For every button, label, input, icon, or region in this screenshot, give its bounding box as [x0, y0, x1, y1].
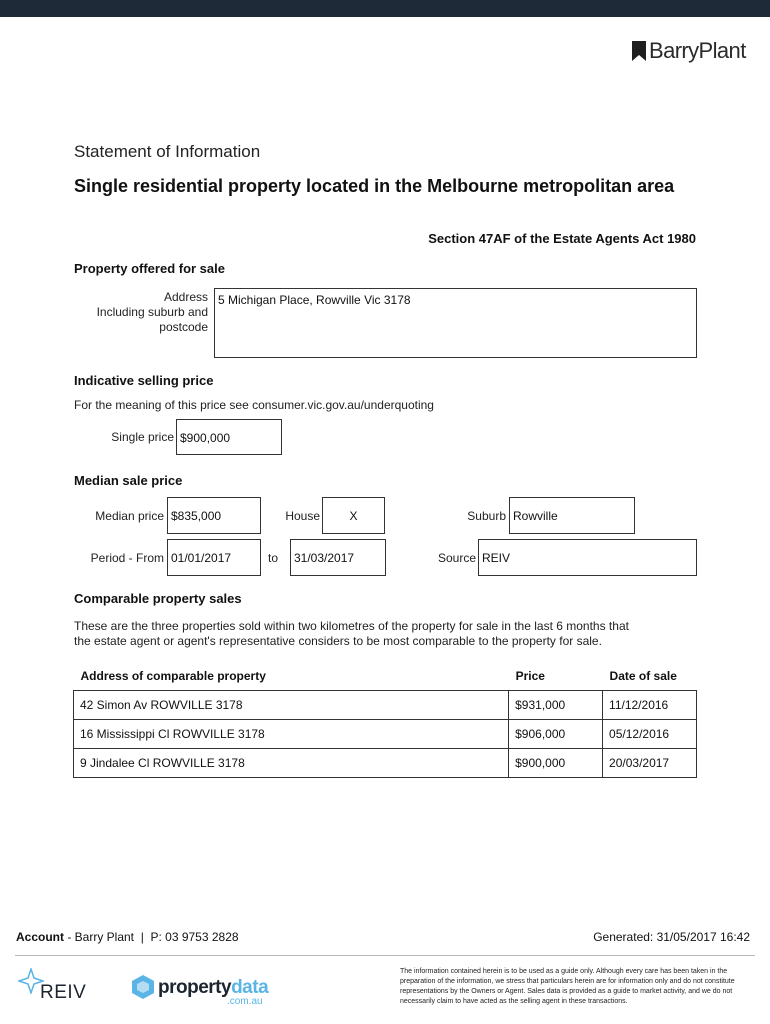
brand-logo	[632, 37, 746, 65]
median-heading: Median sale price	[74, 473, 183, 488]
comparable-sales-table	[73, 662, 697, 778]
propertydata-accent: data	[231, 977, 269, 998]
reiv-logo	[18, 968, 98, 1008]
address-label-line1: Address	[163, 290, 208, 304]
comparable-price: $931,000	[509, 691, 603, 720]
source-label: Source	[437, 551, 476, 565]
comparable-heading: Comparable property sales	[74, 591, 242, 606]
address-label	[60, 290, 208, 334]
section-reference: Section 47AF of the Estate Agents Act 1980	[428, 231, 696, 246]
bookmark-icon	[632, 41, 646, 61]
column-date-header: Date of sale	[609, 669, 677, 683]
source-field[interactable]: REIV	[478, 539, 697, 576]
comparable-price: $900,000	[509, 749, 603, 778]
period-from-field[interactable]: 01/01/2017	[167, 539, 261, 576]
column-price-header: Price	[515, 669, 545, 683]
comparable-address: 9 Jindalee Cl ROWVILLE 3178	[74, 749, 509, 778]
reiv-wordmark: REIV	[40, 982, 87, 1003]
single-price-field[interactable]: $900,000	[176, 419, 282, 455]
top-bar	[0, 0, 770, 17]
account-line	[16, 930, 239, 944]
propertydata-domain: .com.au	[227, 996, 263, 1007]
comparable-description	[74, 619, 629, 649]
single-price-label: Single price	[111, 430, 174, 444]
suburb-label: Suburb	[467, 509, 506, 523]
generated-timestamp: Generated: 31/05/2017 16:42	[593, 930, 750, 944]
period-from-label: Period - From	[90, 551, 164, 565]
comparable-date: 05/12/2016	[603, 720, 697, 749]
table-row	[74, 691, 697, 720]
house-label: House	[285, 509, 320, 523]
column-address-header: Address of comparable property	[80, 669, 266, 683]
account-details: - Barry Plant | P: 03 9753 2828	[64, 930, 239, 944]
account-label: Account	[16, 930, 64, 944]
median-price-field[interactable]: $835,000	[167, 497, 261, 534]
suburb-field[interactable]: Rowville	[509, 497, 635, 534]
table-row	[74, 749, 697, 778]
table-header-row	[74, 662, 697, 691]
period-to-field[interactable]: 31/03/2017	[290, 539, 386, 576]
to-label: to	[268, 551, 279, 565]
address-label-line2: Including suburb and	[96, 305, 208, 319]
comparable-date: 11/12/2016	[603, 691, 697, 720]
main-title: Single residential property located in the Melbourne metropolitan area	[74, 176, 675, 196]
indicative-heading: Indicative selling price	[74, 373, 214, 388]
propertydata-main: property	[158, 977, 232, 998]
address-label-line3: postcode	[159, 320, 208, 334]
hexagon-icon	[131, 974, 155, 1000]
footer-divider	[15, 955, 755, 956]
document-title: Statement of Information	[74, 142, 261, 161]
median-price-label: Median price	[95, 509, 164, 523]
comparable-address: 16 Mississippi Cl ROWVILLE 3178	[74, 720, 509, 749]
underquoting-note: For the meaning of this price see consumer.vic.gov.au/underquoting	[74, 398, 434, 412]
house-field[interactable]: X	[322, 497, 385, 534]
comparable-date: 20/03/2017	[603, 749, 697, 778]
comparable-price: $906,000	[509, 720, 603, 749]
comparable-address: 42 Simon Av ROWVILLE 3178	[74, 691, 509, 720]
table-row	[74, 720, 697, 749]
address-field[interactable]: 5 Michigan Place, Rowville Vic 3178	[214, 288, 697, 358]
brand-name: BarryPlant	[649, 38, 746, 63]
comparable-description-line1: These are the three properties sold within two kilometres of the property for sale in the last 6 months that	[74, 619, 629, 633]
disclaimer-text: The information contained herein is to be used as a guide only. Although every care has been taken in the preparation of the information, we stress that particulars herein are for information only and do not constitute representations by the Owners or Agent. Sales data is provided as a guide to market activity, and we do not necessarily claim to have acted as the selling agent in these transactions.	[400, 968, 735, 1005]
property-heading: Property offered for sale	[74, 261, 225, 276]
comparable-description-line2: the estate agent or agent's representative considers to be most comparable to the property for sale.	[74, 634, 602, 648]
